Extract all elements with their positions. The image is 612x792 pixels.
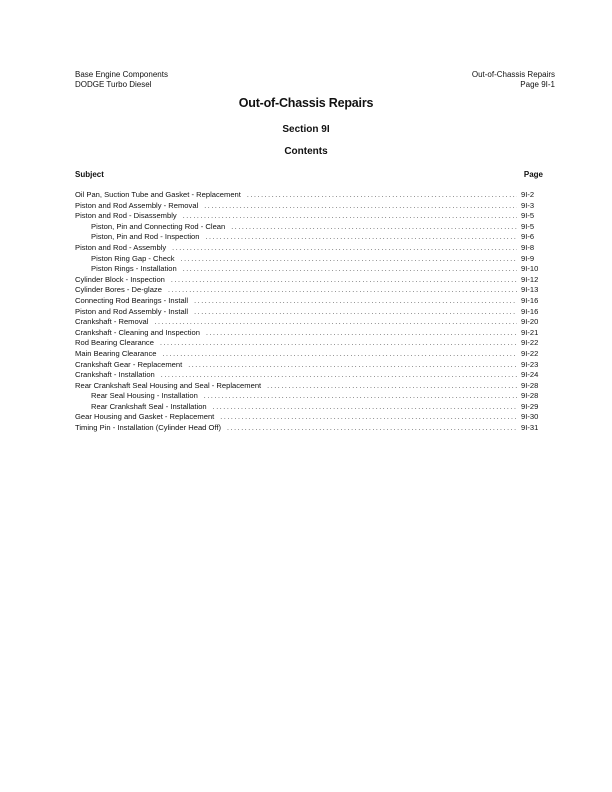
header-page-number: Page 9I-1 (520, 80, 555, 89)
header-vehicle: DODGE Turbo Diesel (75, 80, 152, 89)
toc-entry-page: 9I-30 (521, 412, 539, 422)
toc-dot-leader (227, 424, 517, 435)
toc-dot-leader (181, 255, 517, 266)
toc-dot-leader (247, 191, 517, 202)
toc-entry-page: 9I-12 (521, 274, 539, 284)
toc-entry (75, 211, 543, 222)
toc-entry-title: Cylinder Block - Inspection (75, 274, 165, 284)
toc-entry (75, 328, 543, 339)
toc-entry-title: Piston and Rod - Disassembly (75, 211, 177, 221)
toc-entry-page: 9I-3 (521, 200, 535, 210)
toc-entry-title: Piston Rings - Installation (91, 264, 177, 274)
toc-entry-page: 9I-22 (521, 348, 539, 358)
toc-entry (75, 285, 543, 296)
toc-dot-leader (171, 276, 517, 287)
toc-entry (75, 222, 543, 233)
toc-dot-leader (162, 350, 517, 361)
page-column-header: Page (523, 170, 543, 179)
toc-entry-page: 9I-20 (521, 317, 539, 327)
toc-dot-leader (267, 382, 517, 393)
toc-entry-page: 9I-5 (521, 221, 535, 231)
toc-dot-leader (183, 212, 517, 223)
toc-entry-title: Piston and Rod - Assembly (75, 242, 167, 252)
toc-entry-title: Crankshaft - Installation (75, 370, 155, 380)
toc-entry (75, 201, 543, 212)
toc-entry (75, 264, 543, 275)
toc-entry (75, 190, 543, 201)
toc-entry (75, 254, 543, 265)
toc-entry-title: Piston and Rod Assembly - Removal (75, 200, 199, 210)
toc-entry-page: 9I-16 (521, 306, 539, 316)
subject-column-header: Subject (75, 170, 104, 179)
toc-dot-leader (188, 361, 517, 372)
toc-entry-page: 9I-24 (521, 370, 539, 380)
toc-entry (75, 381, 543, 392)
toc-entry-title: Piston and Rod Assembly - Install (75, 306, 189, 316)
toc-entry-title: Rear Seal Housing - Installation (91, 391, 198, 401)
toc-entry (75, 317, 543, 328)
toc-entry (75, 412, 543, 423)
toc-entry-title: Piston, Pin and Connecting Rod - Clean (91, 221, 226, 231)
toc-entry-page: 9I-5 (521, 211, 535, 221)
toc-entry-title: Crankshaft Gear - Replacement (75, 359, 183, 369)
toc-entry (75, 243, 543, 254)
toc-entry-title: Crankshaft - Removal (75, 317, 149, 327)
toc-entry-title: Connecting Rod Bearings - Install (75, 295, 189, 305)
toc-entry-title: Cylinder Bores - De-glaze (75, 285, 162, 295)
toc-dot-leader (204, 202, 517, 213)
toc-entry-page: 9I-22 (521, 338, 539, 348)
toc-dot-leader (194, 308, 517, 319)
toc-entry (75, 360, 543, 371)
toc-entry-page: 9I-31 (521, 423, 539, 433)
toc-entry (75, 391, 543, 402)
toc-entry (75, 423, 543, 434)
toc-dot-leader (160, 339, 517, 350)
toc-dot-leader (213, 403, 517, 414)
toc-entry (75, 338, 543, 349)
toc-entry-page: 9I-2 (521, 190, 535, 199)
toc-dot-leader (231, 223, 517, 234)
toc-dot-leader (206, 329, 517, 340)
toc-entry-page: 9I-6 (521, 232, 535, 242)
toc-entry-page: 9I-10 (521, 264, 539, 274)
toc-entry-title: Rear Crankshaft Seal Housing and Seal - Replacement (75, 380, 262, 390)
toc-entry-page: 9I-23 (521, 359, 539, 369)
toc-entry (75, 307, 543, 318)
toc-dot-leader (154, 318, 517, 329)
toc-entry-page: 9I-29 (521, 401, 539, 411)
header-chapter: Out-of-Chassis Repairs (471, 70, 555, 79)
toc-dot-leader (206, 233, 518, 244)
contents-heading: Contents (284, 146, 328, 157)
header-manual-section: Base Engine Components (75, 70, 168, 79)
toc-entry-title: Gear Housing and Gasket - Replacement (75, 412, 215, 422)
running-header-right (472, 70, 555, 90)
toc-entry-page: 9I-9 (521, 253, 535, 263)
toc-entry-title: Rear Crankshaft Seal - Installation (91, 401, 207, 411)
toc-entry-title: Piston Ring Gap - Check (91, 253, 175, 263)
toc-entry-page: 9I-8 (521, 242, 535, 252)
toc-entry (75, 349, 543, 360)
toc-entry-title: Main Bearing Clearance (75, 348, 157, 358)
toc-entry-page: 9I-21 (521, 327, 539, 337)
section-label: Section 9I (282, 124, 330, 135)
toc-dot-leader (172, 244, 517, 255)
toc-entry-page: 9I-28 (521, 380, 539, 390)
toc-entry-title: Crankshaft - Cleaning and Inspection (75, 327, 200, 337)
toc-entry (75, 402, 543, 413)
toc-dot-leader (220, 413, 517, 424)
toc-entry (75, 275, 543, 286)
page-title: Out-of-Chassis Repairs (238, 96, 374, 110)
toc-entry-page: 9I-28 (521, 391, 539, 401)
toc-dot-leader (183, 265, 517, 276)
toc-entry (75, 232, 543, 243)
toc-entry (75, 296, 543, 307)
table-of-contents (75, 190, 543, 434)
toc-entry (75, 370, 543, 381)
toc-entry-page: 9I-13 (521, 285, 539, 295)
toc-entry-title: Timing Pin - Installation (Cylinder Head Off) (75, 423, 222, 433)
toc-entry-title: Piston, Pin and Rod - Inspection (91, 232, 200, 242)
toc-entry-title: Rod Bearing Clearance (75, 338, 154, 348)
toc-entry-page: 9I-16 (521, 295, 539, 305)
toc-dot-leader (194, 297, 517, 308)
toc-entry-title: Oil Pan, Suction Tube and Gasket - Replacement (75, 190, 241, 199)
running-header-left (75, 70, 168, 90)
toc-dot-leader (168, 286, 517, 297)
toc-dot-leader (204, 392, 517, 403)
